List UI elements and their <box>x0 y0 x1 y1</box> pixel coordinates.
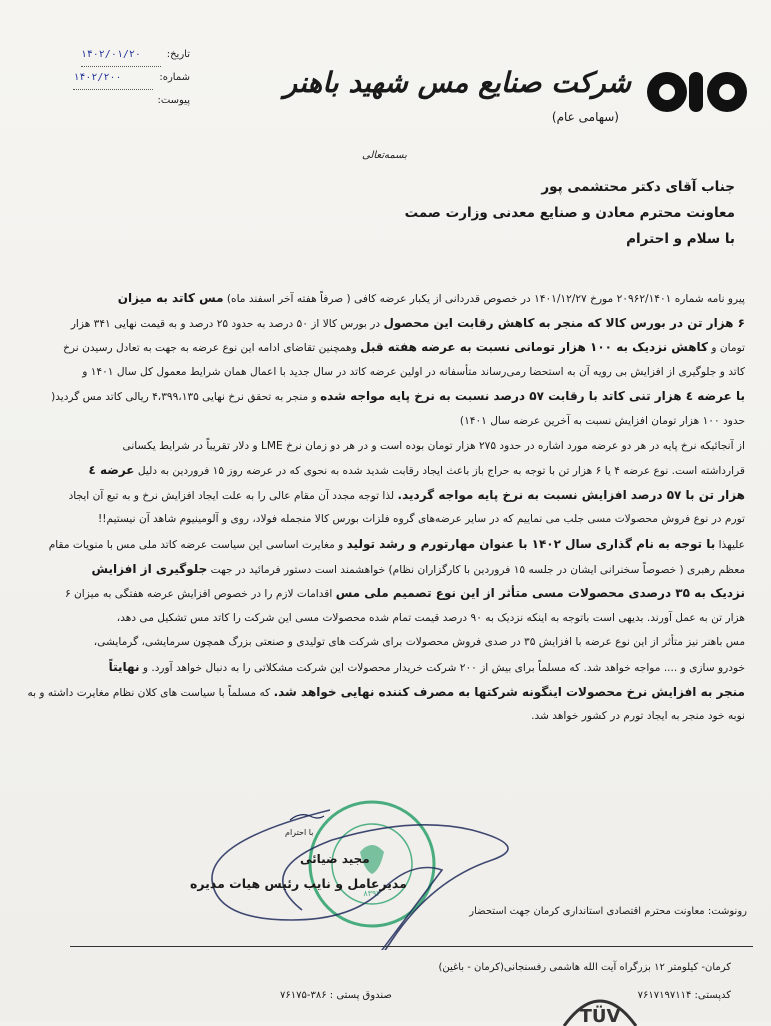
body-text: لذا توجه مجدد آن مقام عالی را به علت ایجاد افزایش نرخ و به تبع آن ایجاد <box>68 489 398 502</box>
body-line <box>23 606 745 631</box>
body-text: وهمچنین تقاضای ادامه این نوع عرضه به جهت به تعادل رسیدن نرخ <box>63 342 361 355</box>
body-text: قرارداشته است. نوع عرضه ۴ یا ۶ هزار تن با توجه به حراج باز باعث ایجاد رقابت شدید شده به نحوی که در عرضه روز ۱۵ فروردین به دلیل <box>134 465 745 478</box>
body-text: معظم رهبری ( خصوصاً سخنرانی ایشان در جلسه ۱۵ فروردین با کارگزاران نظام) خواهشمند است دستور فرمائید در جهت <box>207 563 745 576</box>
body-text: و منجر به تحقق نرخ نهایی ۴،۳۹۹،۱۳۵ ریالی کاتد مس گردید( <box>51 391 321 404</box>
number-row <box>30 67 190 90</box>
body-text: خودرو سازی و .... مواجه خواهد شد. که مسلماً برای بیش از ۲۰۰ شرکت خریدار محصولات این شرکت مشکلاتی را به دنبال خواهد آورد. و <box>139 661 745 674</box>
body-text: در بورس کالا از ۵۰ درصد به حدود ۲۵ درصد و به قیمت نهایی ۳۴۱ هزار <box>70 317 384 330</box>
footer-divider <box>70 946 753 947</box>
company-type: (سهامی عام) <box>551 110 619 124</box>
body-bold-text: ۶ هزار تن در بورس کالا که منجر به کاهش رقابت این محصول <box>383 315 745 330</box>
number-value: ۱۴۰۲/۲۰۰ <box>73 67 153 90</box>
body-line <box>23 507 745 532</box>
company-logo-icon <box>637 62 747 122</box>
signer-name: مجید ضیائی <box>300 852 370 866</box>
body-line <box>23 286 745 311</box>
date-label: تاریخ: <box>166 49 190 60</box>
svg-text:۸۳۹۳: ۸۳۹۳ <box>363 889 381 898</box>
addressee-position: معاونت محترم معادن و صنایع معدنی وزارت صمت <box>404 205 735 221</box>
body-text: تومان و <box>708 342 745 355</box>
body-text: تورم در نوع فروش محصولات مسی جلب می نماییم که در سایر عرضه‌های گروه فلزات بورس کالا منجمله فولاد، روی و آلومینیوم شاهد آن نیستیم!! <box>98 513 745 526</box>
body-bold-text: با توجه به نام گذاری سال ۱۴۰۲ با عنوان مهارتورم و رشد تولید <box>346 536 716 551</box>
body-line <box>23 434 745 459</box>
body-line <box>23 655 745 680</box>
body-text: اقدامات لازم را در خصوص افزایش عرضه هفتگی به میزان ۶ <box>64 588 336 601</box>
body-line <box>23 311 745 336</box>
body-text: که مسلماً با سیاست های کلان نظام مغایرت داشته و به <box>27 686 274 699</box>
signer-title: مدیرعامل و نایب رئیس هیات مدیره <box>190 876 407 891</box>
basmala: بسمه‌تعالی <box>362 150 407 161</box>
footer-address: کرمان- کیلومتر ۱۲ بزرگراه آیت الله هاشمی رفسنجانی(کرمان - باغین) <box>438 962 731 973</box>
body-line <box>23 409 745 434</box>
attachment-row <box>30 90 190 112</box>
carbon-copy: رونوشت: معاونت محترم اقتصادی استانداری کرمان جهت استحضار <box>469 906 747 917</box>
body-text: و مغایرت اساسی این سیاست عرضه کاتد ملی مس با منویات مقام <box>48 538 347 551</box>
letter-meta <box>30 44 190 112</box>
body-bold-text: کاهش نزدیک به ۱۰۰ هزار تومانی نسبت به عرضه هفته قبل <box>360 340 709 355</box>
body-line <box>23 483 745 508</box>
body-text: کاتد و جلوگیری از افزایش بی رویه آن به استحضا رمی‌رساند متأسفانه در اولین عرضه کاتد در سال جدید با اعمال همان شرایط معمول کل سال ۱۴۰۱ و <box>82 365 745 378</box>
body-text: علیهذا <box>715 538 745 551</box>
body-line <box>23 581 745 606</box>
body-text: نوبه خود منجر به ایجاد تورم در کشور خواهد شد. <box>531 710 745 723</box>
body-bold-text: جلوگیری از افزایش <box>91 561 208 576</box>
footer-po-box: صندوق پستی : ۳۸۶-۷۶۱۷۵ <box>280 990 392 1001</box>
body-text: حدود ۱۰۰ هزار تومان افزایش نسبت به آخرین عرضه سال ۱۴۰۱) <box>459 414 745 427</box>
body-bold-text: نزدیک به ۳۵ درصدی محصولات مسی متأثر از این نوع تصمیم ملی مس <box>335 586 745 601</box>
tuv-logo-icon <box>560 986 640 1026</box>
body-text: هزار تن به عمل آورند. بدیهی است باتوجه به اینکه نزدیک به ۹۰ درصد قیمت تمام شده محصولات مسی این شرکت را کاتد مس تشکیل می دهد، <box>116 611 745 624</box>
date-row <box>30 44 190 67</box>
body-bold-text: هزار تن با ۵۷ درصد افزایش نسبت به نرخ پایه مواجه گردید. <box>397 487 745 502</box>
company-name: شرکت صنایع مس شهید باهنر <box>283 66 631 99</box>
salutation: با سلام و احترام <box>626 231 735 247</box>
body-line <box>23 360 745 385</box>
body-text: پیرو نامه شماره ۲۰۹۶۲/۱۴۰۱ مورخ ۱۴۰۱/۱۲/۲۷ در خصوص قدردانی از یکبار عرضه کافی ( صرفاً هفته آخر اسفند ماه) <box>223 293 745 305</box>
body-line <box>23 557 745 582</box>
body-line <box>23 335 745 360</box>
body-line <box>23 384 745 409</box>
body-line <box>23 532 745 557</box>
body-bold-text: مس کاتد به میزان <box>117 291 224 305</box>
letter-body <box>23 286 745 729</box>
addressee-block <box>35 174 735 252</box>
body-line <box>23 630 745 655</box>
addressee-name: جناب آقای دکتر محتشمی پور <box>541 179 735 195</box>
signature-note: با احترام <box>285 828 314 837</box>
number-label: شماره: <box>159 72 190 83</box>
body-text: مس باهنر نیز متأثر از این نوع عرضه با افزایش ۳۵ در صدی فروش محصولات برای شرکت های تولیدی و صنعتی بزرگ همچون سرمایشی، گرمایشی، <box>93 636 745 649</box>
handwritten-signature-icon <box>180 800 540 950</box>
body-bold-text: عرضه ٤ <box>88 463 135 478</box>
attachment-label: پیوست: <box>157 95 190 106</box>
footer-postal-code: کدپستی: ۷۶۱۷۱۹۷۱۱۴ <box>637 990 731 1001</box>
body-bold-text: با عرضه ٤ هزار تنی کاتد با رقابت ۵۷ درصد نسبت به نرخ پایه مواجه شده <box>320 389 745 404</box>
body-line <box>23 704 745 729</box>
date-value: ۱۴۰۲/۰۱/۲۰ <box>81 44 161 67</box>
tuv-text: TÜV <box>579 1006 621 1026</box>
body-bold-text: نهایتاً <box>108 659 140 674</box>
body-text: از آنجائیکه نرخ پایه در هر دو عرضه مورد اشاره در حدود ۲۷۵ هزار تومان بوده است و در هر دو زمان نرخ LME و دلار تقریباً در شرایط یکسانی <box>122 439 745 452</box>
body-bold-text: منجر به افزایش نرخ محصولات اینگونه شرکتها به مصرف کننده نهایی خواهد شد. <box>273 684 745 699</box>
body-line <box>23 680 745 705</box>
body-line <box>23 458 745 483</box>
